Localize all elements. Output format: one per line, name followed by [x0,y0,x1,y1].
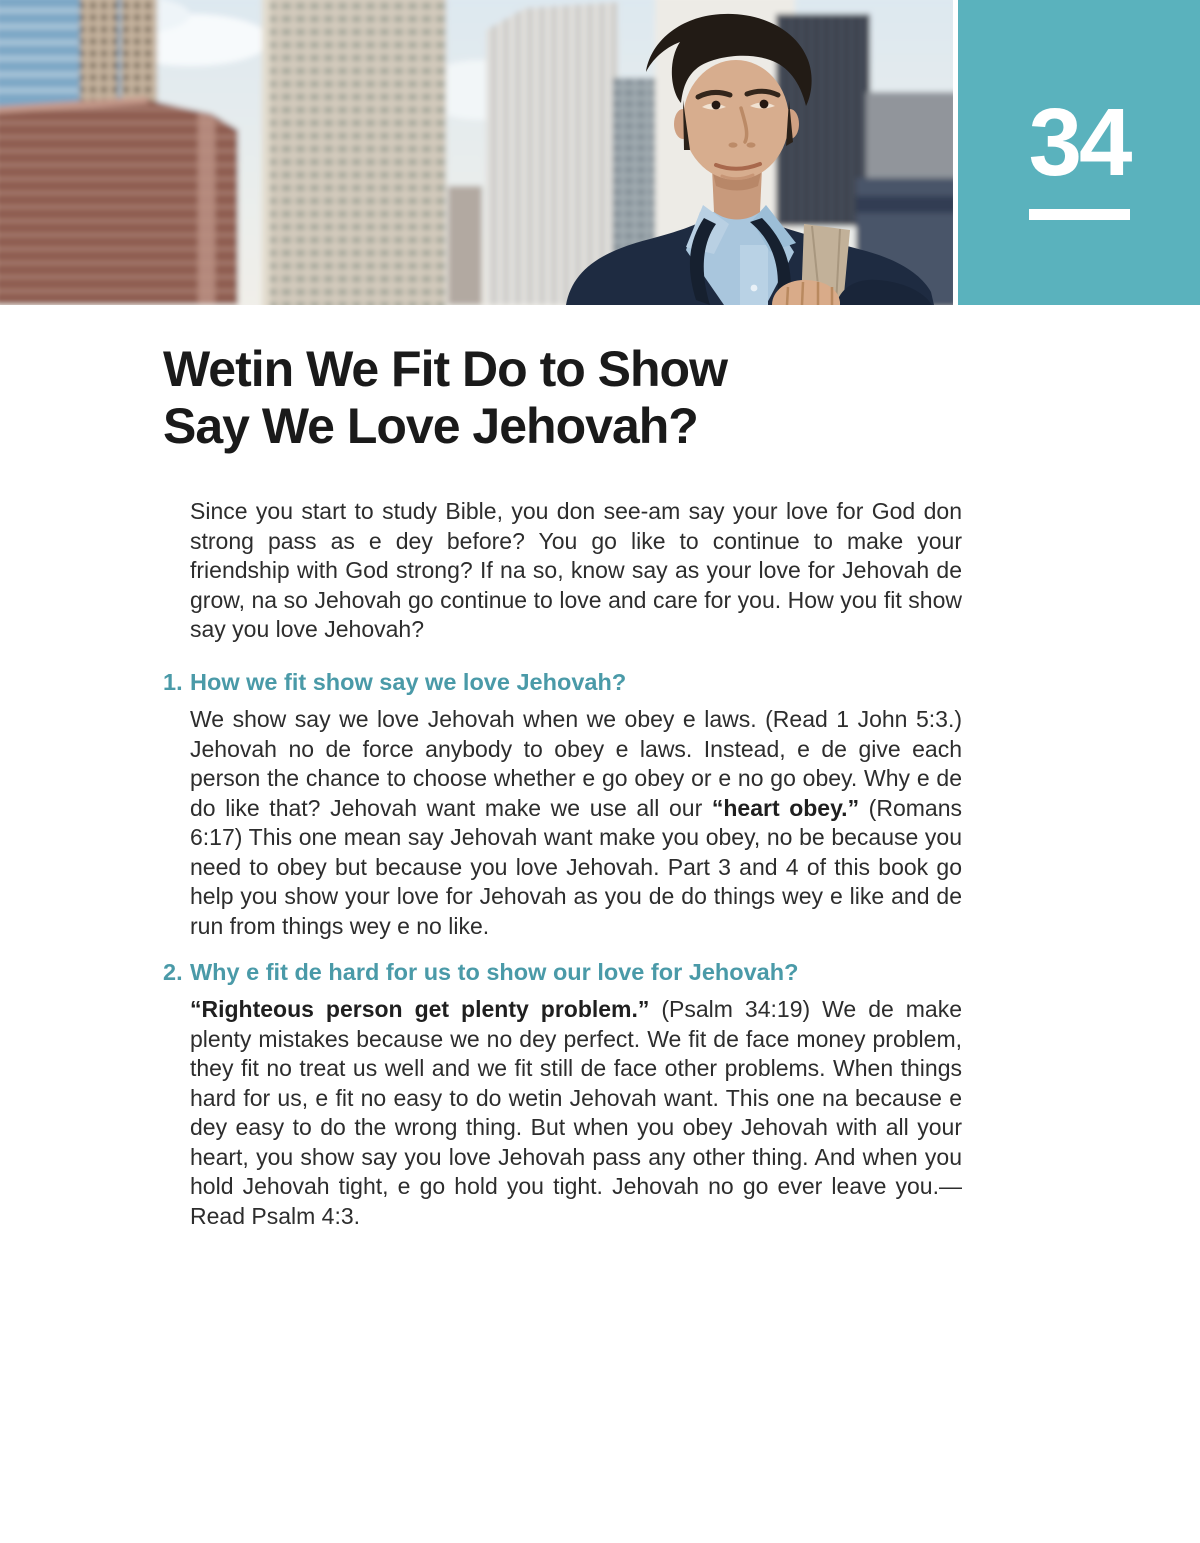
question-2-text: Why e fit de hard for us to show our love for Jehovah? [190,959,799,985]
city-skyline-photo [0,0,953,305]
question-1-number: 1. [163,669,183,695]
hero-photo [0,0,953,305]
title-line-1: Wetin We Fit Do to Show [163,341,727,397]
title-line-2: Say We Love Jehovah? [163,398,698,454]
paragraph-text: (Romans 6:17) This one mean say Jehovah want make you obey, no be because you need to obey but because you love Jehovah. Part 3 and 4 of this book go help you show your love for Jehovah as you de do things wey e like and de run from things wey e no like. [190,794,962,939]
face [683,60,789,180]
bold-scripture-text: “heart obey.” [711,794,860,821]
chapter-number-underline [1029,209,1130,220]
paragraph-2 [190,995,962,1231]
chapter-number-badge [958,0,1200,305]
question-2-number: 2. [163,959,183,985]
bold-scripture-text: “Righteous person get plenty problem.” [190,996,650,1022]
question-1-text: How we fit show say we love Jehovah? [190,669,627,695]
paragraph-text: (Psalm 34:19) We de make plenty mistakes because we no dey perfect. We fit de face money problem, they fit no treat us well and we fit still de face other problems. When things hard for us, e fit no easy to do wetin Jehovah want. This one na because e dey easy to do the wrong thing. But when you obey Jehovah with all your heart, you show say you love Jehovah pass any other thing. And when you hold Jehovah tight, e go hold you tight. Jehovah no go ever leave you.—Read Psalm 4:3. [190,996,962,1229]
chapter-number: 34 [1028,89,1130,196]
intro-paragraph: Since you start to study Bible, you don see-am say your love for God don strong pass as e dey before? You go like to continue to make your friendship with God strong? If na so, know say as your love for Jehovah de grow, na so Jehovah go continue to love and care for you. How you fit show say you love Jehovah? [190,498,962,642]
lesson-title [163,341,1023,455]
question-1-heading [163,668,963,697]
paragraph-text: We show say we love Jehovah when we obey e laws. (Read 1 John 5:3.) Jehovah no de force anybody to obey e laws. Instead, e de give each person the chance to choose whether e go obey or e no go obey. Why e de do like that? Jehovah want make we use all our [190,706,962,821]
paragraph-1 [190,705,962,941]
question-2-heading [163,958,963,987]
